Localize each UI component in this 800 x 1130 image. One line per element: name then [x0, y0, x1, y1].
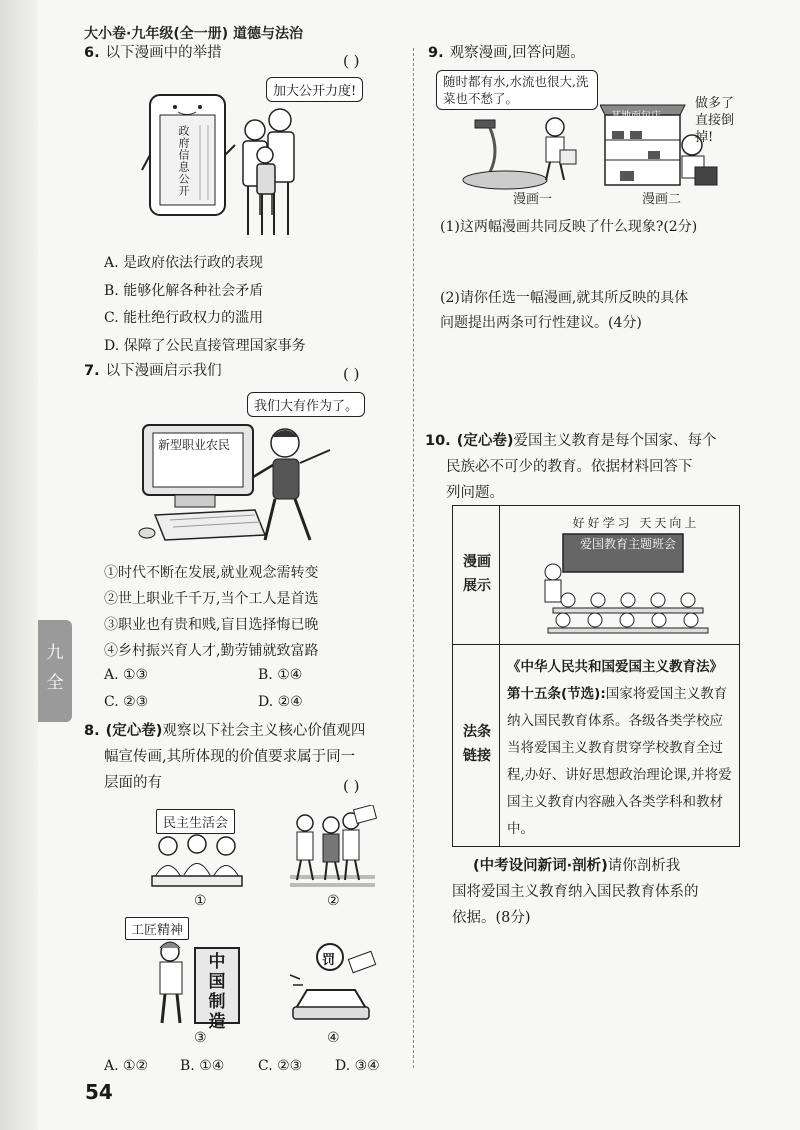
- column-divider: [413, 48, 414, 1068]
- q9-subquestion-1: (1)这两幅漫画共同反映了什么现象?(2分): [440, 219, 698, 235]
- q6-speech-bubble: 加大公开力度!: [266, 77, 363, 102]
- q10-banner: 好好学习 天天向上: [572, 516, 700, 530]
- q8-panel2-cartoon: [285, 805, 380, 893]
- q8-option-a[interactable]: A. ①②: [104, 1058, 149, 1074]
- q8-panel1-cartoon: [150, 832, 245, 892]
- q9-stem: [428, 40, 585, 66]
- q6-sign: 政府信息公开: [177, 125, 190, 197]
- page-edge: [0, 0, 38, 1130]
- q8-stem-line3: 层面的有: [104, 775, 162, 791]
- q8-option-d[interactable]: D. ③④: [335, 1058, 380, 1074]
- q7-statement-2: ②世上职业千千万,当个工人是首选: [104, 591, 319, 607]
- q7-option-c[interactable]: C. ②③: [104, 694, 149, 710]
- side-tab: [38, 620, 72, 722]
- q10-board-text: 爱国教育主题班会: [579, 537, 676, 551]
- q8-tag: (定心卷): [105, 723, 163, 739]
- q8-panel1-number: ①: [194, 893, 207, 909]
- q8-stem-line2: 幅宣传画,其所体现的价值要求属于同一: [104, 749, 356, 765]
- q9-bubble-2: 做多了直接倒掉!: [695, 96, 735, 145]
- q8-panel3-label: 工匠精神: [125, 917, 189, 940]
- q7-stem: [84, 358, 222, 384]
- q7-option-b[interactable]: B. ①④: [258, 667, 303, 683]
- q10-subquestion-text-1: 请你剖析我: [607, 858, 681, 874]
- q10-row1-label: 漫画展示: [463, 554, 491, 594]
- q7-option-a[interactable]: A. ①③: [104, 667, 149, 683]
- q7-screen-text: 新型职业农民: [158, 438, 231, 452]
- q9-number: 9.: [428, 45, 444, 61]
- q10-law-title: 《中华人民共和国爱国主义教育法》第十五条(节选):: [507, 659, 723, 702]
- q9-bubble-1: 随时都有水,水流也很大,洗菜也不愁了。: [436, 70, 598, 110]
- q7-statement-3: ③职业也有贵和贱,盲目选择悔已晚: [104, 617, 319, 633]
- page-number: 54: [85, 1080, 113, 1104]
- q9-subquestion-2-line2: 问题提出两条可行性建议。(4分): [440, 315, 642, 331]
- q10-stem-line2: 民族必不可少的教育。依据材料回答下: [446, 459, 693, 475]
- q6-option-c[interactable]: C. 能杜绝行政权力的滥用: [104, 310, 264, 326]
- q8-panel2-number: ②: [327, 893, 340, 909]
- q8-text-1: 观察以下社会主义核心价值观四: [162, 723, 366, 739]
- q10-subquestion-line2: 国将爱国主义教育纳入国民教育体系的: [452, 884, 699, 900]
- side-tab-line1: 九: [46, 643, 64, 663]
- q7-option-d[interactable]: D. ②④: [258, 694, 303, 710]
- q6-answer-paren[interactable]: ( ): [343, 52, 360, 70]
- q6-option-d[interactable]: D. 保障了公民直接管理国家事务: [104, 338, 306, 354]
- q9-text: 观察漫画,回答问题。: [449, 45, 585, 61]
- q10-row2-label-cell: [453, 644, 500, 846]
- q8-stem-line1: [84, 718, 365, 744]
- q8-option-c[interactable]: C. ②③: [258, 1058, 303, 1074]
- q10-law-body: 国家将爱国主义教育纳入国民教育体系。各级各类学校应当将爱国主义教育贯穿学校教育全过程,办好、讲好思想政治理论课,并将爱国主义教育内容融入各类学科和教材中。: [507, 686, 732, 837]
- q7-speech-bubble: 我们大有作为了。: [247, 392, 365, 417]
- q9-shop-sign: 某地面包店: [611, 111, 661, 122]
- q10-material-table: [452, 505, 740, 847]
- q8-panel3-number: ③: [194, 1030, 207, 1046]
- q8-panel1-label: 民主生活会: [156, 809, 235, 834]
- q10-stem-line3: 列问题。: [446, 485, 504, 501]
- q6-stem: [84, 40, 222, 66]
- q10-tag: (定心卷): [456, 433, 514, 449]
- q10-row2-label: 法条链接: [463, 724, 491, 764]
- q10-subquestion-line1: [473, 853, 680, 879]
- q10-stem-line1: [425, 428, 716, 454]
- q6-option-a[interactable]: A. 是政府依法行政的表现: [104, 255, 264, 271]
- side-tab-line2: 全: [46, 673, 64, 693]
- q10-subquestion-line3: 依据。(8分): [452, 910, 531, 926]
- q9-subquestion-2-line1: (2)请你任选一幅漫画,就其所反映的具体: [440, 290, 689, 306]
- q10-number: 10.: [425, 433, 451, 449]
- q8-option-b[interactable]: B. ①④: [180, 1058, 225, 1074]
- q8-number: 8.: [84, 723, 100, 739]
- q10-law-text: [507, 654, 733, 843]
- q7-statement-4: ④乡村振兴育人才,勤劳铺就致富路: [104, 643, 319, 659]
- q9-caption-1: 漫画一: [513, 192, 553, 207]
- q10-subquestion-tag: (中考设问新词·剖析): [473, 858, 608, 874]
- q6-text: 以下漫画中的举措: [105, 45, 222, 61]
- q7-statement-1: ①时代不断在发展,就业观念需转变: [104, 565, 319, 581]
- q7-text: 以下漫画启示我们: [105, 363, 222, 379]
- q8-answer-paren[interactable]: ( ): [343, 777, 360, 795]
- q8-panel3-sign: 中国制造: [208, 952, 226, 1032]
- q8-panel4-sign: 罚: [322, 953, 336, 968]
- q6-option-b[interactable]: B. 能够化解各种社会矛盾: [104, 283, 264, 299]
- q10-text-1: 爱国主义教育是每个国家、每个: [513, 433, 717, 449]
- q10-row-cartoon: [453, 506, 739, 645]
- page-header: 大小卷·九年级(全一册) 道德与法治: [84, 26, 303, 42]
- q8-panel4-number: ④: [327, 1030, 340, 1046]
- q7-number: 7.: [84, 363, 100, 379]
- q6-number: 6.: [84, 45, 100, 61]
- q10-row1-label-cell: [453, 506, 500, 644]
- q9-caption-2: 漫画二: [642, 192, 682, 207]
- q9-cartoon-1: [460, 112, 585, 192]
- q7-answer-paren[interactable]: ( ): [343, 365, 360, 383]
